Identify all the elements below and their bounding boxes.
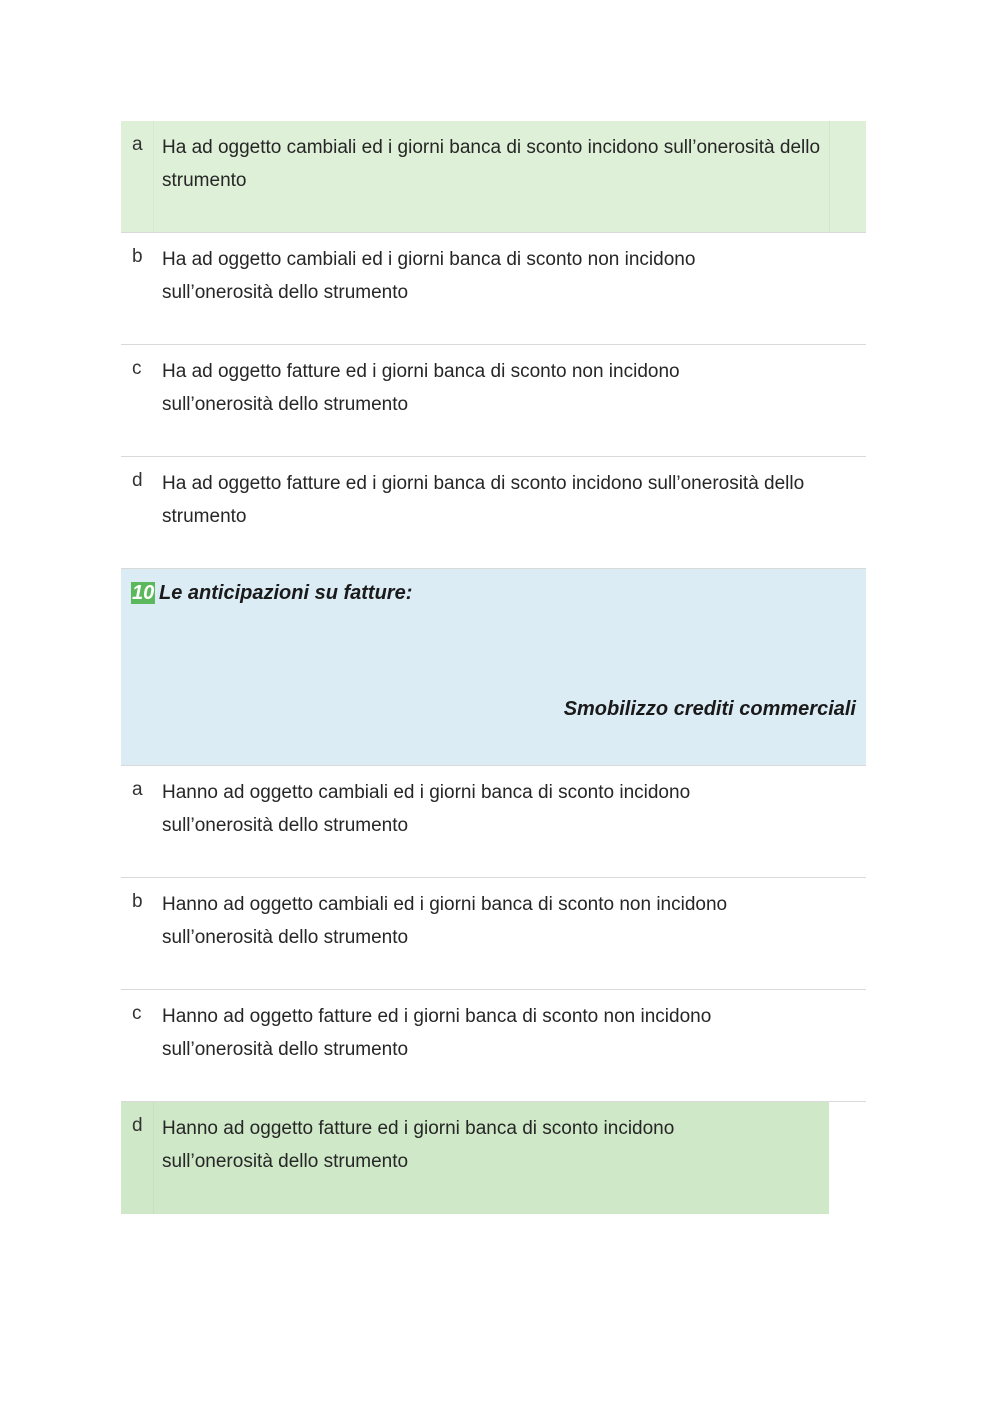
answer-option-row[interactable] <box>121 233 866 345</box>
option-letter: a <box>132 779 143 800</box>
option-letter: b <box>132 891 143 912</box>
answer-option-row[interactable] <box>121 121 866 233</box>
option-text: Ha ad oggetto fatture ed i giorni banca di sconto incidono sull’onerosità dello strumento <box>162 473 805 527</box>
option-text: Hanno ad oggetto cambiali ed i giorni banca di sconto non incidono sull’onerosità dello strumento <box>162 894 728 948</box>
option-text: Ha ad oggetto fatture ed i giorni banca di sconto non incidono sull’onerosità dello strumento <box>162 361 680 415</box>
option-letter: c <box>132 358 142 379</box>
question-topic: Smobilizzo crediti commerciali <box>563 698 856 720</box>
highlight-cell-edge <box>829 121 866 232</box>
question-number-badge: 10 <box>132 582 155 604</box>
question-block <box>121 569 866 766</box>
option-text: Ha ad oggetto cambiali ed i giorni banca di sconto non incidono sull’onerosità dello strumento <box>162 249 696 303</box>
option-letter: b <box>132 246 143 267</box>
answer-option-row[interactable] <box>121 990 866 1102</box>
option-letter: c <box>132 1003 142 1024</box>
answer-option-row[interactable] <box>121 457 866 569</box>
answer-option-row[interactable] <box>121 1102 866 1214</box>
answer-option-row[interactable] <box>121 878 866 990</box>
option-text: Hanno ad oggetto cambiali ed i giorni banca di sconto incidono sull’onerosità dello strumento <box>162 782 691 836</box>
column-divider <box>153 1102 154 1214</box>
answer-option-row[interactable] <box>121 766 866 878</box>
column-divider <box>153 121 154 232</box>
option-letter: d <box>132 470 143 491</box>
answer-option-row[interactable] <box>121 345 866 457</box>
option-text: Hanno ad oggetto fatture ed i giorni banca di sconto incidono sull’onerosità dello strumento <box>162 1118 675 1172</box>
option-text: Hanno ad oggetto fatture ed i giorni banca di sconto non incidono sull’onerosità dello strumento <box>162 1006 712 1060</box>
quiz-sheet <box>121 121 866 1214</box>
option-letter: d <box>132 1115 143 1136</box>
question-text: Le anticipazioni su fatture: <box>159 582 413 604</box>
option-text: Ha ad oggetto cambiali ed i giorni banca di sconto incidono sull’onerosità dello strumento <box>162 137 821 191</box>
option-letter: a <box>132 134 143 155</box>
